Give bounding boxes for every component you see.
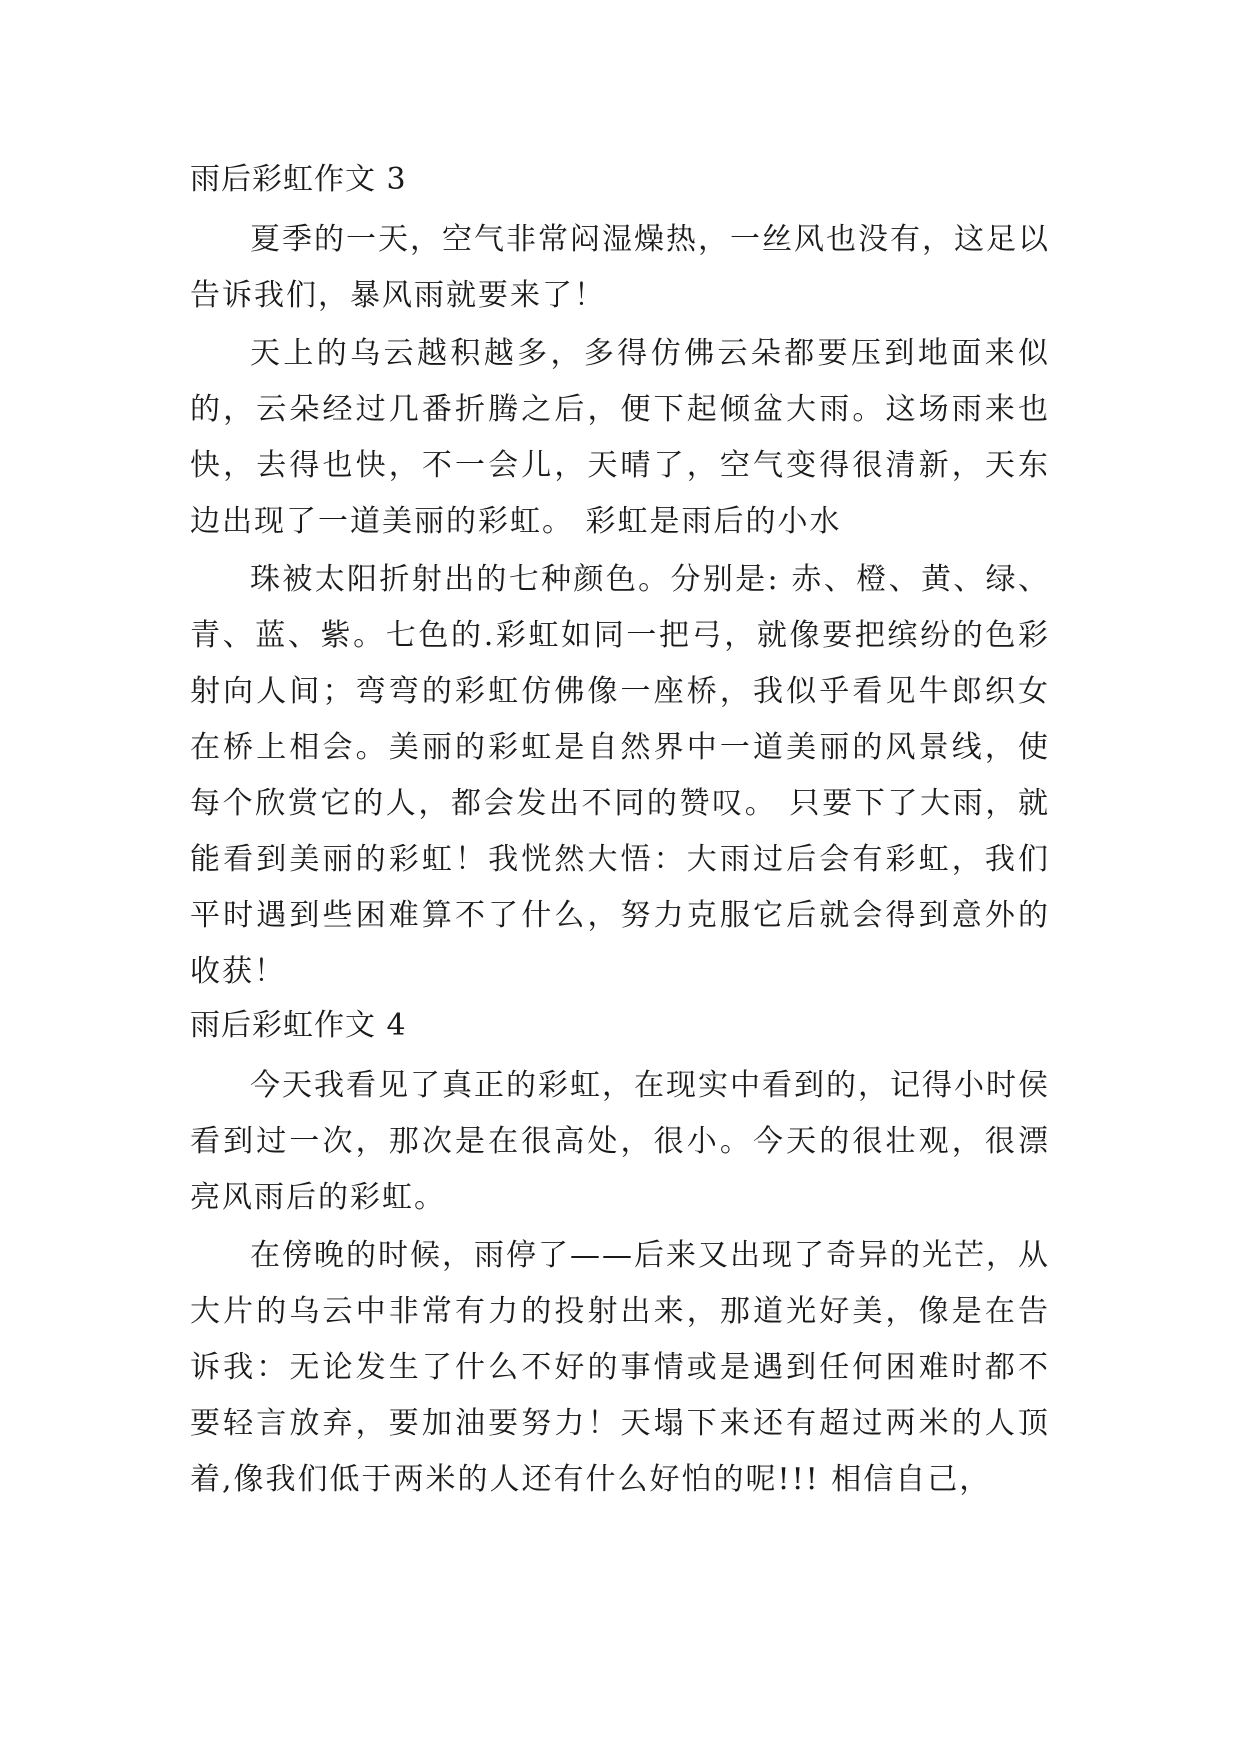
paragraph: 在傍晚的时候，雨停了——后来又出现了奇异的光芒，从大片的乌云中非常有力的投射出来，那道光好美，像是在告诉我：无论发生了什么不好的事情或是遇到任何困难时都不要轻言放弃，要加油要努力！天塌下来还有超过两米的人顶着,像我们低于两米的人还有什么好怕的呢!!! 相信自己， (190, 1238, 1050, 1497)
essay-section-3 (190, 160, 1050, 1000)
section-title: 雨后彩虹作文 3 (190, 162, 407, 197)
paragraph: 今天我看见了真正的彩虹，在现实中看到的，记得小时侯看到过一次，那次是在很高处，很小。今天的很壮观，很漂亮风雨后的彩虹。 (190, 1068, 1050, 1215)
document-page (190, 160, 1050, 1510)
paragraph: 天上的乌云越积越多，多得仿佛云朵都要压到地面来似的，云朵经过几番折腾之后，便下起倾盆大雨。这场雨来也快，去得也快，不一会儿，天晴了，空气变得很清新，天东边出现了一道美丽的彩虹。 彩虹是雨后的小水 (190, 336, 1050, 539)
paragraph: 珠被太阳折射出的七种颜色。分别是: 赤、橙、黄、绿、青、蓝、紫。七色的.彩虹如同一把弓，就像要把缤纷的色彩射向人间；弯弯的彩虹仿佛像一座桥，我似乎看见牛郎织女在桥上相会。美丽的彩虹是自然界中一道美丽的风景线，使每个欣赏它的人，都会发出不同的赞叹。 只要下了大雨，就能看到美丽的彩虹！我恍然大悟：大雨过后会有彩虹，我们平时遇到些困难算不了什么，努力克服它后就会得到意外的收获！ (190, 562, 1050, 989)
essay-section-4 (190, 1006, 1050, 1508)
section-title: 雨后彩虹作文 4 (190, 1008, 407, 1043)
paragraph: 夏季的一天，空气非常闷湿燥热，一丝风也没有，这足以告诉我们，暴风雨就要来了！ (190, 222, 1050, 313)
